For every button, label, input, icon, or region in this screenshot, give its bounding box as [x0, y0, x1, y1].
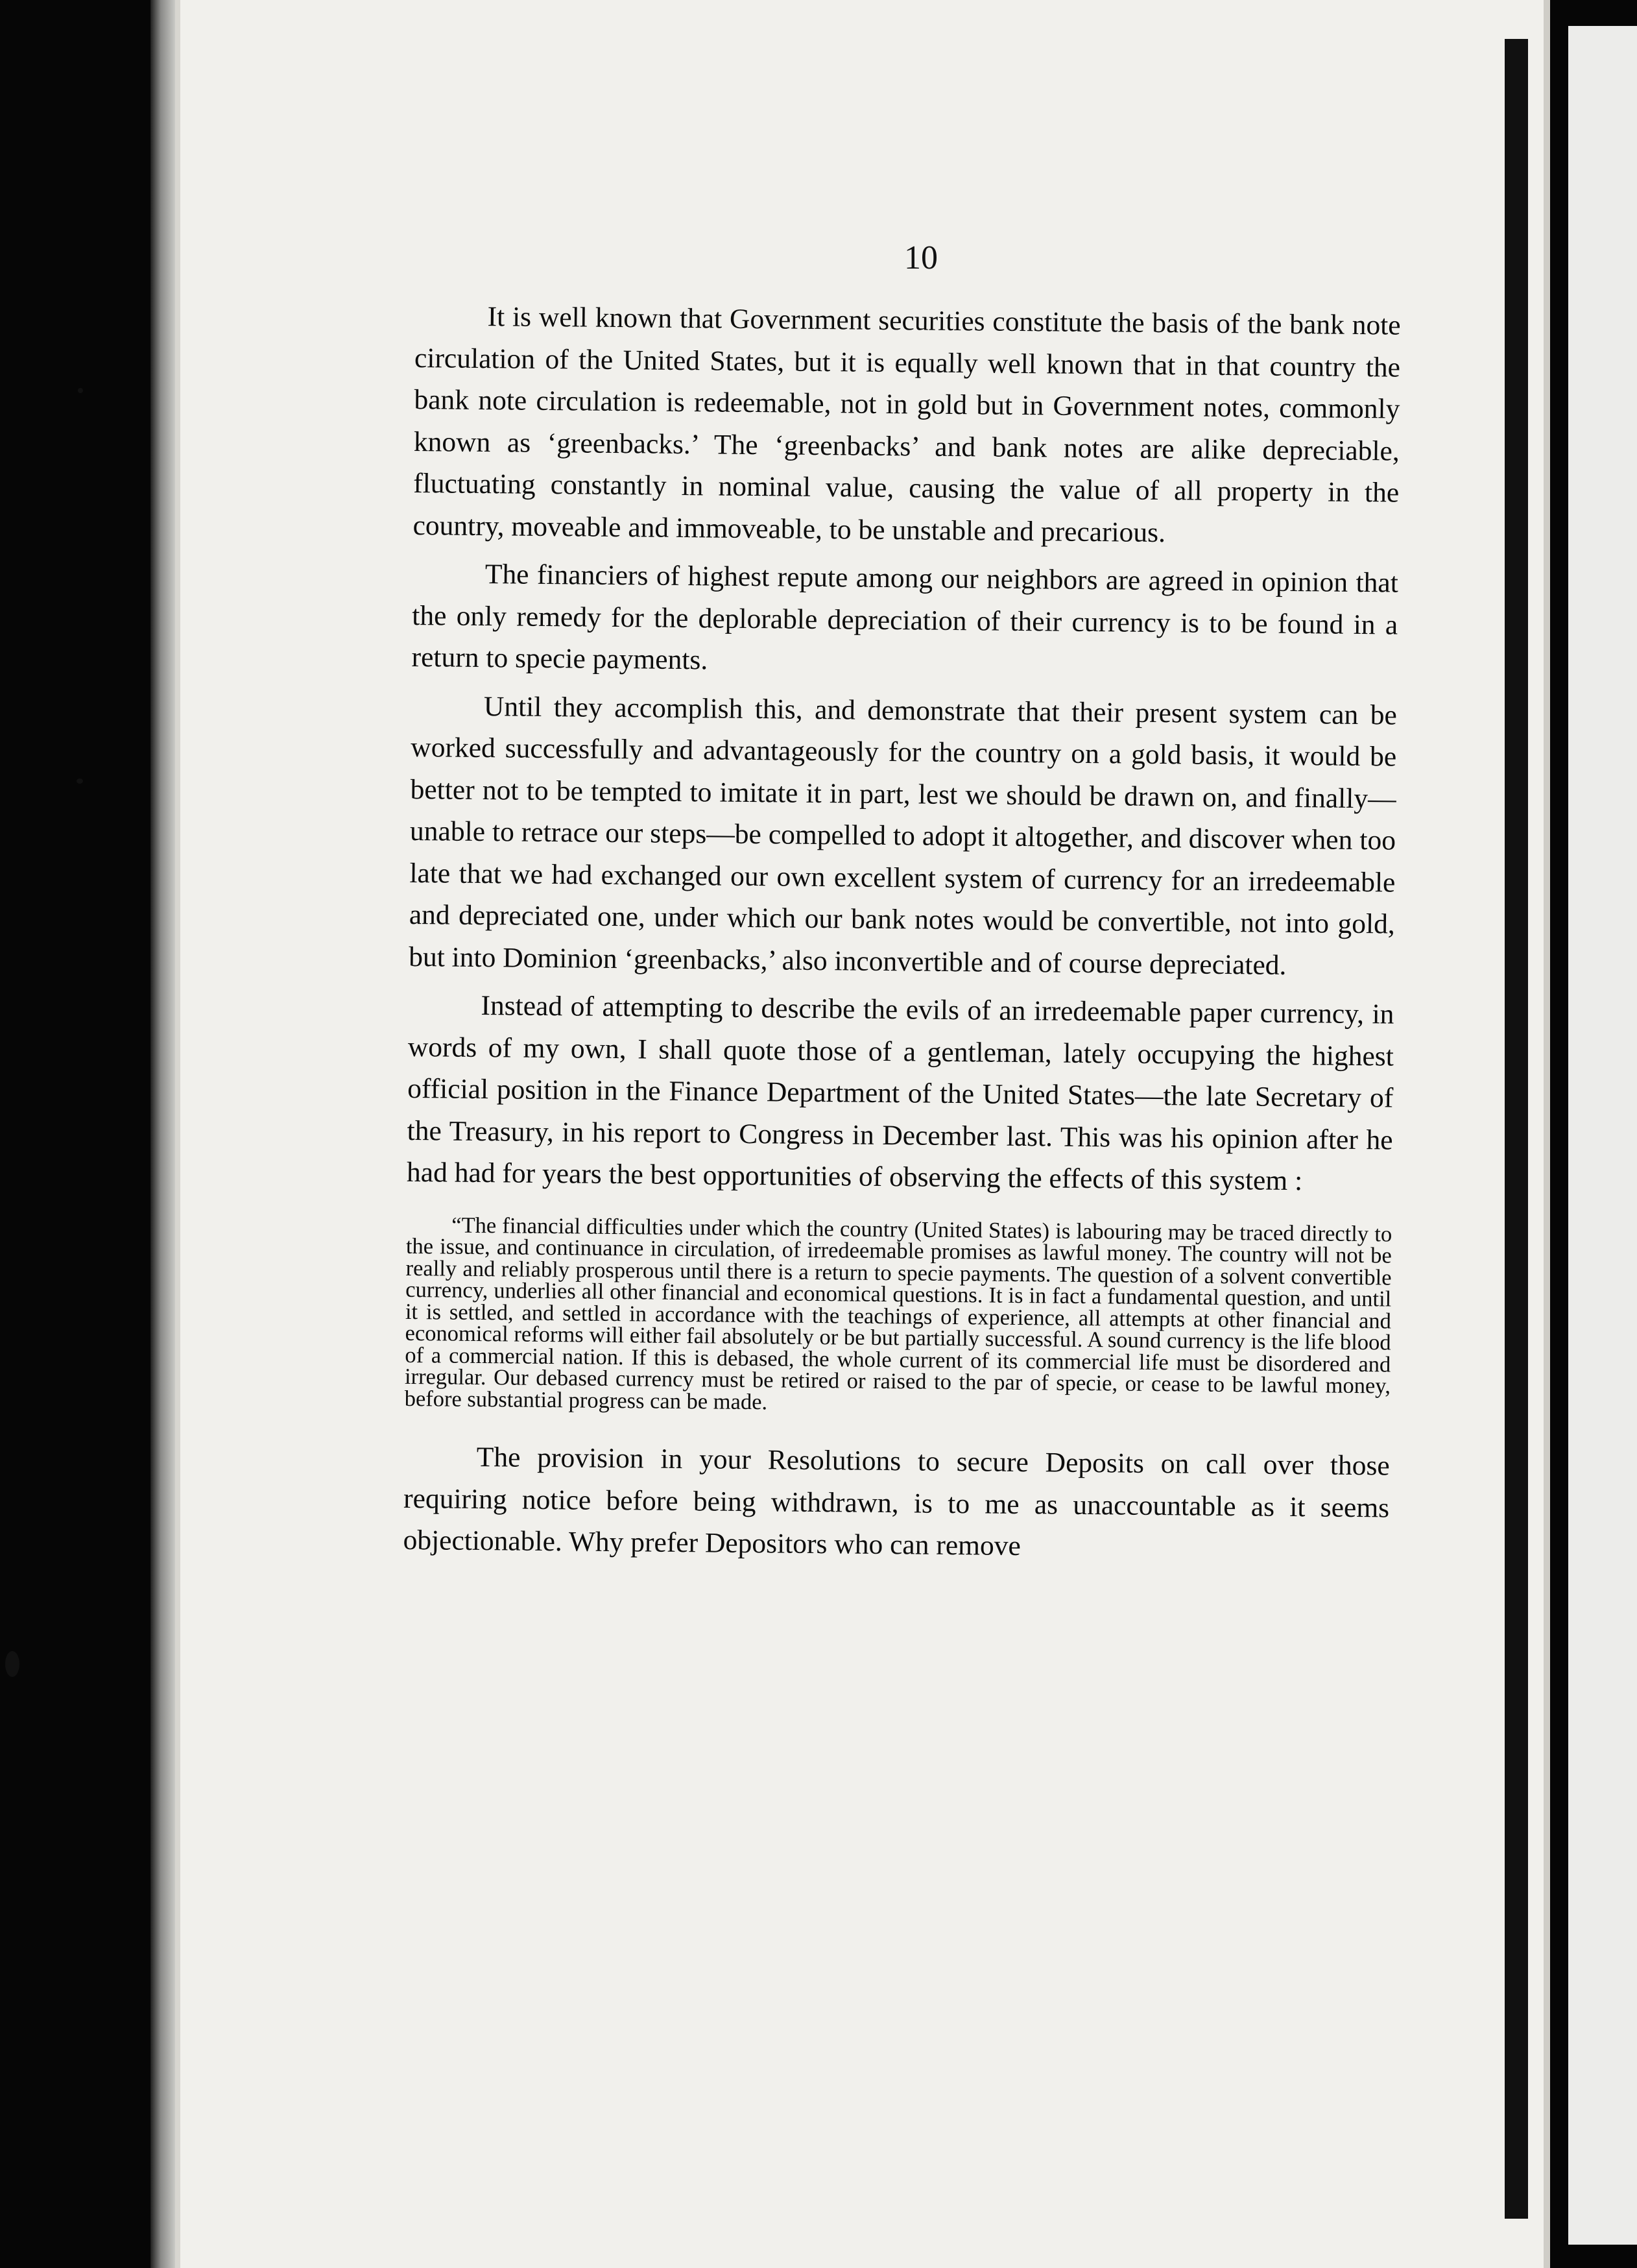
- body-text: [403, 295, 1401, 1571]
- adjacent-page-edge: [1568, 26, 1637, 2245]
- page-binding-edge: [150, 0, 176, 2268]
- block-quote: “The financial difficulties under which the country (United States) is labouring may be traced directly to the issue, and continuance in circulation, of irredeemable promises as lawful money. The country will not be really and reliably prosperous until there is a return to specie payments. The question of a solvent convertible currency, underlies all other financial and economical questions. It is in fact a fundamental question, and until it is settled, and settled in accordance with the teachings of experience, all attempts at other financial and economical reforms will either fail absolutely or be but partially successful. A sound currency is the life blood of a commercial nation. If this is debased, the whole current of its commercial life must be disordered and irregular. Our debased currency must be retired or raised to the par of specie, or cease to be lawful money, before substantial progress can be made.: [404, 1212, 1392, 1414]
- paragraph-securities: It is well known that Government securities constitute the basis of the bank note circulation of the United States, but it is equally well known that in that country the bank note circulation is redeemable, not in gold but in Government notes, commonly known as ‘greenbacks.’ The ‘greenbacks’ and bank notes are alike depreciable, fluctuating constantly in nominal value, causing the value of all property in the country, moveable and immoveable, to be unstable and precarious.: [412, 301, 1401, 548]
- paragraph-instead: Instead of attempting to describe the evils of an irredeemable paper currency, in words of my own, I shall quote those of a gentleman, lately occupying the highest official position in the Finance Department of the United States—the late Secretary of the Treasury, in his report to Congress in December last. This was his opinion after he had had for years the best opportunities of observing the effects of this system :: [406, 990, 1394, 1197]
- paragraph-provision: The provision in your Resolutions to secure Deposits on call over those requiring notice before being withdrawn, is to me as unaccountable as it seems objectionable. Why prefer Depositors who can remove: [403, 1441, 1390, 1562]
- page-number: 10: [904, 239, 938, 276]
- ink-speck: [5, 1651, 19, 1677]
- ink-speck: [77, 778, 83, 784]
- ink-speck: [78, 388, 83, 393]
- gutter-shadow: [1505, 39, 1528, 2219]
- paragraph-until: Until they accomplish this, and demonstrate that their present system can be worked successfully and advantageously for the country on a gold basis, it would be better not to be tempted to imitate it in part, lest we should be drawn on, and finally—unable to retrace our steps—be compelled to adopt it altogether, and discover when too late that we had exchanged our own excellent system of currency for an irredeemable and depreciated one, under which our bank notes would be convertible, not into gold, but into Dominion ‘greenbacks,’ also inconvertible and of course depreciated.: [408, 690, 1398, 981]
- paragraph-financiers: The financiers of highest repute among our neighbors are agreed in opinion that the only remedy for the deplorable depreciation of their currency is to be found in a return to specie payments.: [411, 559, 1399, 676]
